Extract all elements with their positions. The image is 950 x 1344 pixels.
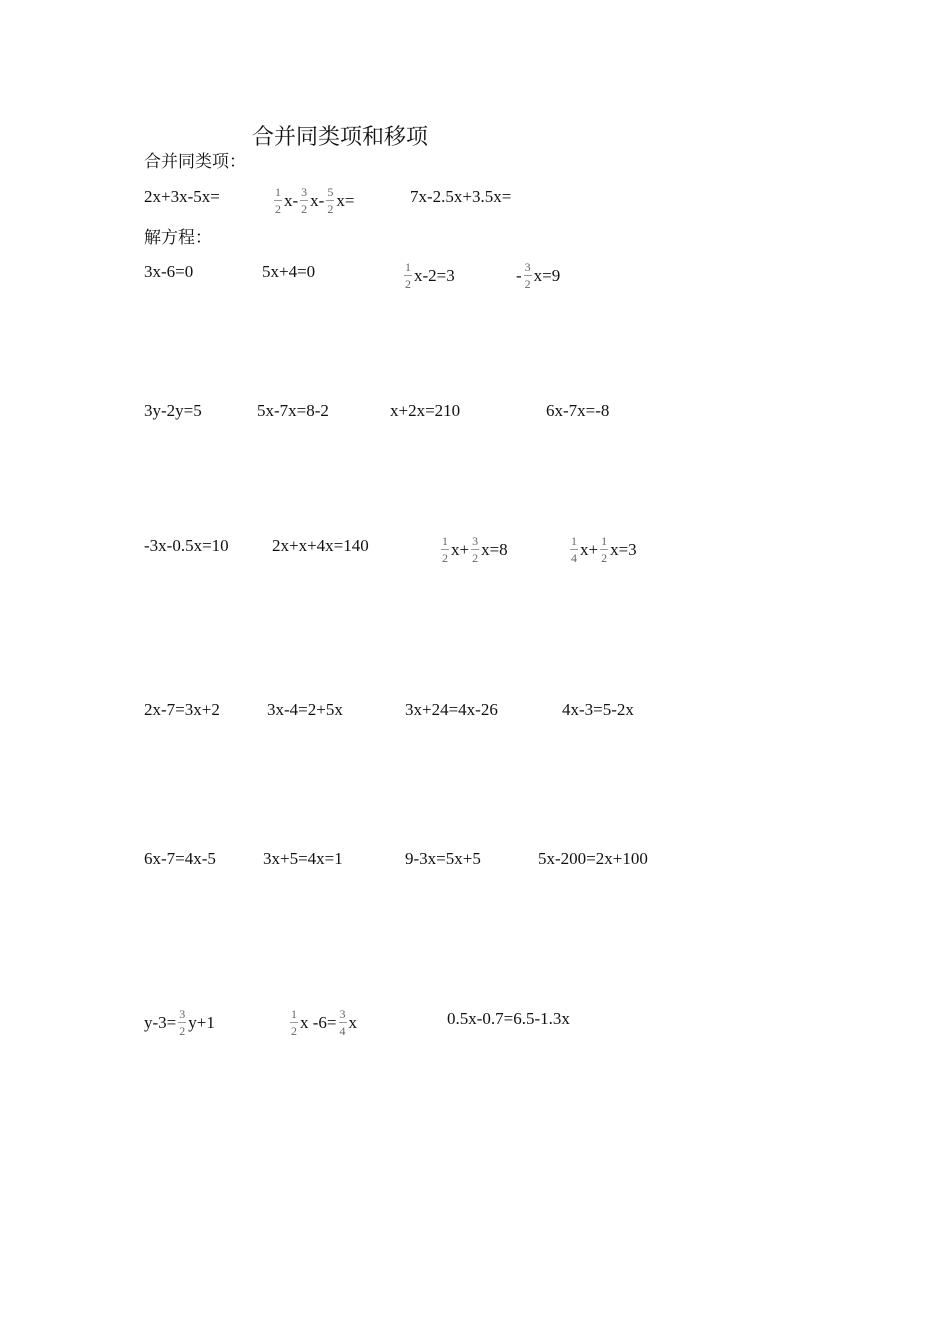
fraction: $\frac{1}{4}$ <box>571 534 577 565</box>
equation: $\frac{1}{4}$ x+ $\frac{1}{2}$ x=3 <box>571 534 637 565</box>
equation: 2x-7=3x+2 <box>144 700 220 719</box>
equation: $\frac{1}{2}$ x+ $\frac{3}{2}$ x=8 <box>442 534 508 565</box>
equation: 5x-200=2x+100 <box>538 849 648 868</box>
equation: y-3= $\frac{3}{2}$ y+1 <box>144 1007 215 1038</box>
fraction: $\frac{1}{2}$ <box>405 260 411 291</box>
section-label-combine: 合并同类项： <box>144 152 246 171</box>
equation: x+2x=210 <box>390 401 461 420</box>
fraction: $\frac{5}{2}$ <box>327 185 334 216</box>
equation: 2x+x+4x=140 <box>272 536 369 555</box>
fraction: $\frac{3}{4}$ <box>339 1007 346 1038</box>
fraction: $\frac{1}{2}$ <box>291 1007 297 1038</box>
fraction: $\frac{3}{2}$ <box>301 185 308 216</box>
fraction: $\frac{1}{2}$ <box>275 185 281 216</box>
equation: $\frac{1}{2}$ x -6= $\frac{3}{4}$ x <box>291 1007 357 1038</box>
equation: 3x-6=0 <box>144 262 194 281</box>
problem-combine-1: 2x+3x-5x= <box>144 187 220 206</box>
equation: 3x+24=4x-26 <box>405 700 498 719</box>
equation: 9-3x=5x+5 <box>405 849 481 868</box>
equation: 5x+4=0 <box>262 262 316 281</box>
equation: 3x-4=2+5x <box>267 700 343 719</box>
fraction: $\frac{3}{2}$ <box>179 1007 186 1038</box>
equation: 3x+5=4x=1 <box>263 849 343 868</box>
equation: - $\frac{3}{2}$ x=9 <box>516 260 561 291</box>
fraction: $\frac{3}{2}$ <box>524 260 531 291</box>
section-label-solve: 解方程： <box>144 228 212 247</box>
equation: 6x-7x=-8 <box>546 401 610 420</box>
equation: 5x-7x=8-2 <box>257 401 329 420</box>
problem-combine-2: $\frac{1}{2}$ x- $\frac{3}{2}$ x- $\frac{5}{2}$ x= <box>275 185 355 216</box>
equation: 3y-2y=5 <box>144 401 202 420</box>
fraction: $\frac{3}{2}$ <box>472 534 479 565</box>
page-title: 合并同类项和移项 <box>252 124 429 149</box>
fraction: $\frac{1}{2}$ <box>442 534 448 565</box>
fraction: $\frac{1}{2}$ <box>601 534 608 565</box>
problem-combine-3: 7x-2.5x+3.5x= <box>410 187 512 206</box>
equation: -3x-0.5x=10 <box>144 536 229 555</box>
equation: $\frac{1}{2}$ x-2=3 <box>405 260 455 291</box>
equation: 6x-7=4x-5 <box>144 849 216 868</box>
equation: 4x-3=5-2x <box>562 700 634 719</box>
equation: 0.5x-0.7=6.5-1.3x <box>447 1009 570 1028</box>
